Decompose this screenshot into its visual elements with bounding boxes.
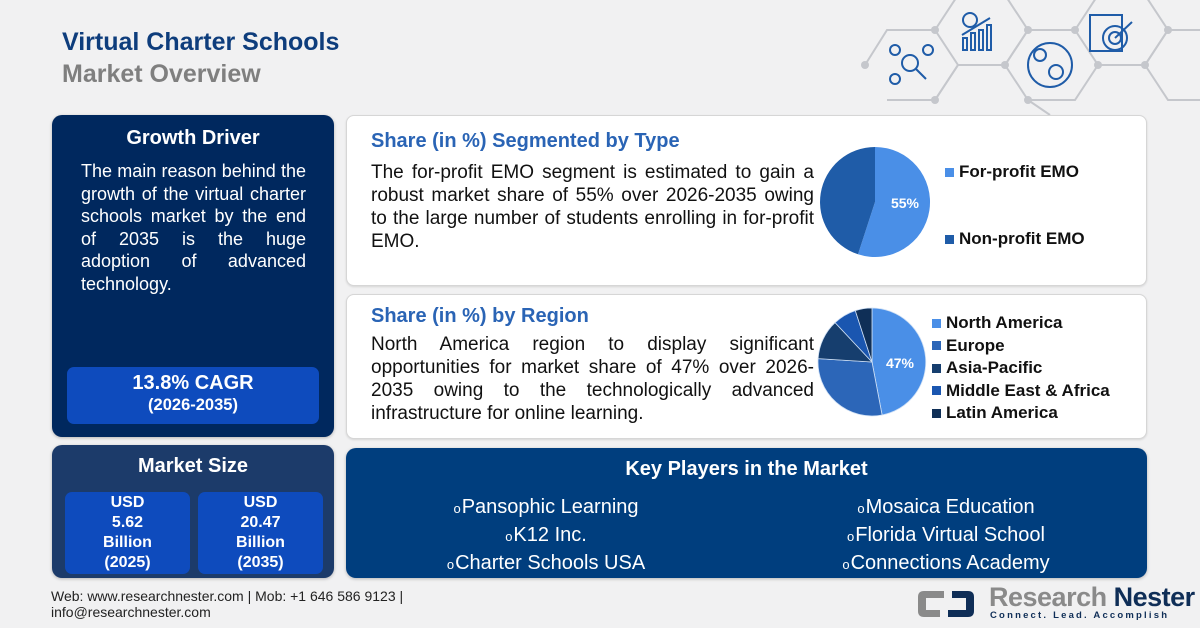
legend-swatch xyxy=(932,319,941,328)
market-size-heading: Market Size xyxy=(137,455,249,477)
contact-footer xyxy=(51,588,403,620)
contact-email: info@researchnester.com xyxy=(51,604,211,620)
type-share-heading: Share (in %) Segmented by Type xyxy=(371,130,680,152)
legend-item: Non-profit EMO xyxy=(945,229,1085,249)
legend-item: North America xyxy=(932,312,1110,335)
currency: USD xyxy=(110,494,145,511)
region-share-text: North America region to display significant opportunities for market share of 47% over 2026-2035 owing to the technologically advanced infrastructure for online learning. xyxy=(371,334,814,424)
type-pie-label: 55% xyxy=(890,195,920,211)
target-clipboard-icon xyxy=(1090,15,1132,51)
year: (2025) xyxy=(104,554,151,571)
key-players-heading: Key Players in the Market xyxy=(625,458,868,480)
region-legend xyxy=(932,312,1110,425)
growth-driver-card xyxy=(52,115,334,437)
year: (2035) xyxy=(237,554,284,571)
market-size-2035 xyxy=(198,492,323,574)
bullet-icon: o xyxy=(505,529,513,544)
bullet-icon: o xyxy=(847,529,855,544)
legend-swatch xyxy=(932,386,941,395)
page-title: Virtual Charter Schools xyxy=(62,28,340,56)
logo-name: Research Nester xyxy=(989,582,1195,612)
market-size-2025 xyxy=(65,492,190,574)
value: 20.47 xyxy=(240,514,281,531)
bullet-icon: o xyxy=(446,557,455,572)
legend-swatch xyxy=(932,364,941,373)
key-players-card xyxy=(346,448,1147,578)
contact-line-1: Web: www.researchnester.com | Mob: +1 646 586 9123 | xyxy=(51,588,404,604)
player-item: oMosaica Education xyxy=(857,496,1035,518)
legend-swatch xyxy=(932,409,941,418)
cagr-badge xyxy=(67,367,319,424)
legend-item: Middle East & Africa xyxy=(932,380,1110,403)
players-left-column xyxy=(346,494,746,578)
legend-swatch xyxy=(945,168,954,177)
growth-driver-text: The main reason behind the growth of the virtual charter schools market by the end of 2035 is the huge adoption of advanced technology. xyxy=(81,161,306,294)
unit: Billion xyxy=(236,534,285,551)
bullet-icon: o xyxy=(453,501,461,516)
cagr-value: 13.8% CAGR xyxy=(132,372,254,394)
growth-chart-icon xyxy=(962,13,991,50)
legend-swatch xyxy=(945,235,954,244)
bullet-icon: o xyxy=(842,557,850,572)
global-commerce-icon xyxy=(1028,43,1072,87)
currency: USD xyxy=(243,494,278,511)
hexagon-icon-banner xyxy=(850,0,1200,115)
cagr-period: (2026-2035) xyxy=(148,396,238,414)
type-legend xyxy=(945,162,1085,249)
legend-item: Latin America xyxy=(932,402,1110,425)
value: 5.62 xyxy=(111,514,144,531)
type-share-card xyxy=(346,115,1147,286)
network-analytics-icon xyxy=(890,45,933,84)
unit: Billion xyxy=(103,534,152,551)
player-item: oConnections Academy xyxy=(842,552,1050,574)
type-pie-chart xyxy=(817,144,933,260)
legend-item: Asia-Pacific xyxy=(932,357,1110,380)
region-pie-label: 47% xyxy=(885,355,915,371)
region-share-heading: Share (in %) by Region xyxy=(371,305,589,327)
players-right-column xyxy=(746,494,1146,578)
market-size-card xyxy=(52,445,334,578)
growth-driver-heading: Growth Driver xyxy=(126,127,260,149)
legend-item: For-profit EMO xyxy=(945,162,1085,182)
player-item: oFlorida Virtual School xyxy=(847,524,1045,546)
legend-item: Europe xyxy=(932,335,1110,358)
player-item: oPansophic Learning xyxy=(453,496,639,518)
player-item: oK12 Inc. xyxy=(505,524,587,546)
type-share-text: The for-profit EMO segment is estimated to gain a robust market share of 55% over 2026-2035 owing to the large number of students enrolling in for-profit EMO. xyxy=(371,162,814,252)
bullet-icon: o xyxy=(857,501,865,516)
logo-mark-icon xyxy=(914,586,978,622)
region-pie-chart xyxy=(816,306,928,418)
page-subtitle: Market Overview xyxy=(62,60,261,88)
logo-tagline: Connect. Lead. Accomplish xyxy=(990,610,1170,621)
legend-swatch xyxy=(932,341,941,350)
region-share-card xyxy=(346,294,1147,439)
player-item: oCharter Schools USA xyxy=(446,552,646,574)
research-nester-logo xyxy=(912,582,1195,624)
